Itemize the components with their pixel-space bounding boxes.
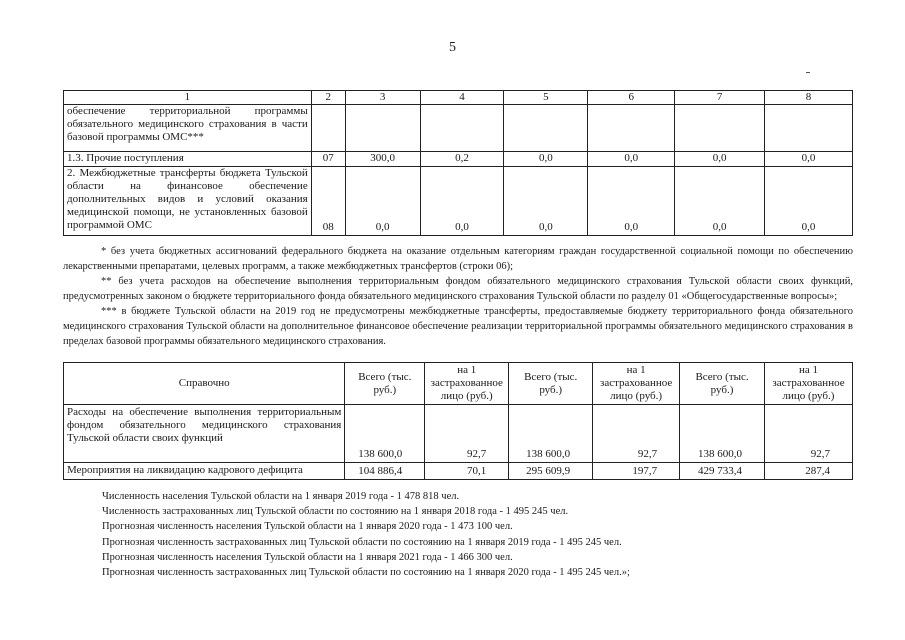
table-cell [504, 105, 588, 152]
table-cell: 92,7 [764, 405, 852, 463]
table-cell: 295 609,9 [509, 463, 593, 480]
table-cell: 70,1 [425, 463, 509, 480]
page-number: 5 [449, 40, 456, 55]
table-cell: 138 600,0 [509, 405, 593, 463]
table-cell: 0,0 [765, 167, 853, 236]
table-cell: 138 600,0 [345, 405, 425, 463]
table-cell: 0,0 [588, 152, 675, 167]
column-header: Всего (тыс. руб.) [680, 363, 765, 405]
population-line: Прогнозная численность населения Тульской области на 1 января 2021 года - 1 466 300 чел. [102, 551, 513, 563]
table-header-row [64, 91, 853, 105]
table-cell: 0,0 [765, 152, 853, 167]
column-header: 3 [345, 91, 420, 105]
column-header: 5 [504, 91, 588, 105]
population-line: Численность населения Тульской области на 1 января 2019 года - 1 478 818 чел. [102, 491, 460, 502]
population-line: Прогнозная численность населения Тульской области на 1 января 2020 года - 1 473 100 чел. [102, 521, 513, 533]
table-header-row [64, 363, 853, 405]
table-cell: 0,0 [504, 167, 588, 236]
column-header: 8 [765, 91, 853, 105]
column-header: на 1 застрахованное лицо (руб.) [425, 363, 509, 405]
table-cell: 287,4 [764, 463, 852, 480]
table-cell: 0,0 [504, 152, 588, 167]
table-cell: 429 733,4 [680, 463, 765, 480]
table-cell [588, 105, 675, 152]
row-label: Мероприятия на ликвидацию кадрового дефицита [64, 463, 345, 480]
table-cell: 197,7 [593, 463, 680, 480]
table-cell [675, 105, 765, 152]
population-line: Численность застрахованных лиц Тульской области по состоянию на 1 января 2018 года - 1 495 245 чел. [102, 506, 569, 518]
table-cell: 07 [311, 152, 345, 167]
column-header: 2 [311, 91, 345, 105]
column-header: на 1 застрахованное лицо (руб.) [593, 363, 680, 405]
table-cell: 92,7 [593, 405, 680, 463]
population-line: Прогнозная численность застрахованных лиц Тульской области по состоянию на 1 января 2020 года - 1 495 245 чел.»; [102, 567, 630, 579]
table-cell: 92,7 [425, 405, 509, 463]
table-cell: 0,2 [420, 152, 504, 167]
table-cell: 138 600,0 [680, 405, 765, 463]
row-label: обеспечение территориальной программы обязательного медицинского страхования в части базовой программы ОМС*** [64, 105, 312, 152]
table-cell [420, 105, 504, 152]
table-cell: 0,0 [675, 167, 765, 236]
table-row [64, 463, 853, 480]
table-row [64, 152, 853, 167]
scan-mark [806, 72, 810, 73]
table-row [64, 405, 853, 463]
table-cell [765, 105, 853, 152]
row-label: 1.3. Прочие поступления [64, 152, 312, 167]
footnote: *** в бюджете Тульской области на 2019 год не предусмотрены межбюджетные трансферты, предоставляемые бюджету территориального фонда обязательного медицинского страхования Тульской области на дополнительное финансовое обеспечение реализации территориальной программы обязательного медицинского страхования в пределах базовой программы обязательного медицинского страхования. [63, 306, 853, 347]
column-header: Всего (тыс. руб.) [509, 363, 593, 405]
table-cell: 0,0 [420, 167, 504, 236]
table-cell: 300,0 [345, 152, 420, 167]
footnote: ** без учета расходов на обеспечение выполнения территориальным фондом обязательного медицинского страхования Тульской области своих функций, предусмотренных законом о бюджете территориального фонда обязательного медицинского страхования Тульской области по разделу 01 «Общегосударственные вопросы»; [63, 276, 853, 302]
table-row [64, 105, 853, 152]
footnote: * без учета бюджетных ассигнований федерального бюджета на оказание отдельным категориям граждан государственной социальной помощи по обеспечению лекарственными препаратами, целевых программ, а также межбюджетных трансфертов (строки 06); [63, 246, 853, 272]
table-row [64, 167, 853, 236]
population-block [102, 489, 630, 580]
table-cell: 0,0 [588, 167, 675, 236]
column-header: на 1 застрахованное лицо (руб.) [764, 363, 852, 405]
row-label: Расходы на обеспечение выполнения территориальным фондом обязательного медицинского страхования Тульской области своих функций [64, 405, 345, 463]
column-header: Справочно [64, 363, 345, 405]
table-cell [345, 105, 420, 152]
column-header: 6 [588, 91, 675, 105]
reference-table [63, 362, 853, 480]
budget-table [63, 90, 853, 236]
table-cell: 08 [311, 167, 345, 236]
column-header: 7 [675, 91, 765, 105]
column-header: 4 [420, 91, 504, 105]
column-header: Всего (тыс. руб.) [345, 363, 425, 405]
footnotes [63, 244, 853, 349]
table-cell: 0,0 [675, 152, 765, 167]
population-line: Прогнозная численность застрахованных лиц Тульской области по состоянию на 1 января 2019 года - 1 495 245 чел. [102, 536, 622, 548]
column-header: 1 [64, 91, 312, 105]
table-cell: 104 886,4 [345, 463, 425, 480]
row-label: 2. Межбюджетные трансферты бюджета Тульской области на финансовое обеспечение дополнительных видов и условий оказания медицинской помощи, не установленных базовой программой ОМС [64, 167, 312, 236]
table-cell [311, 105, 345, 152]
table-cell: 0,0 [345, 167, 420, 236]
